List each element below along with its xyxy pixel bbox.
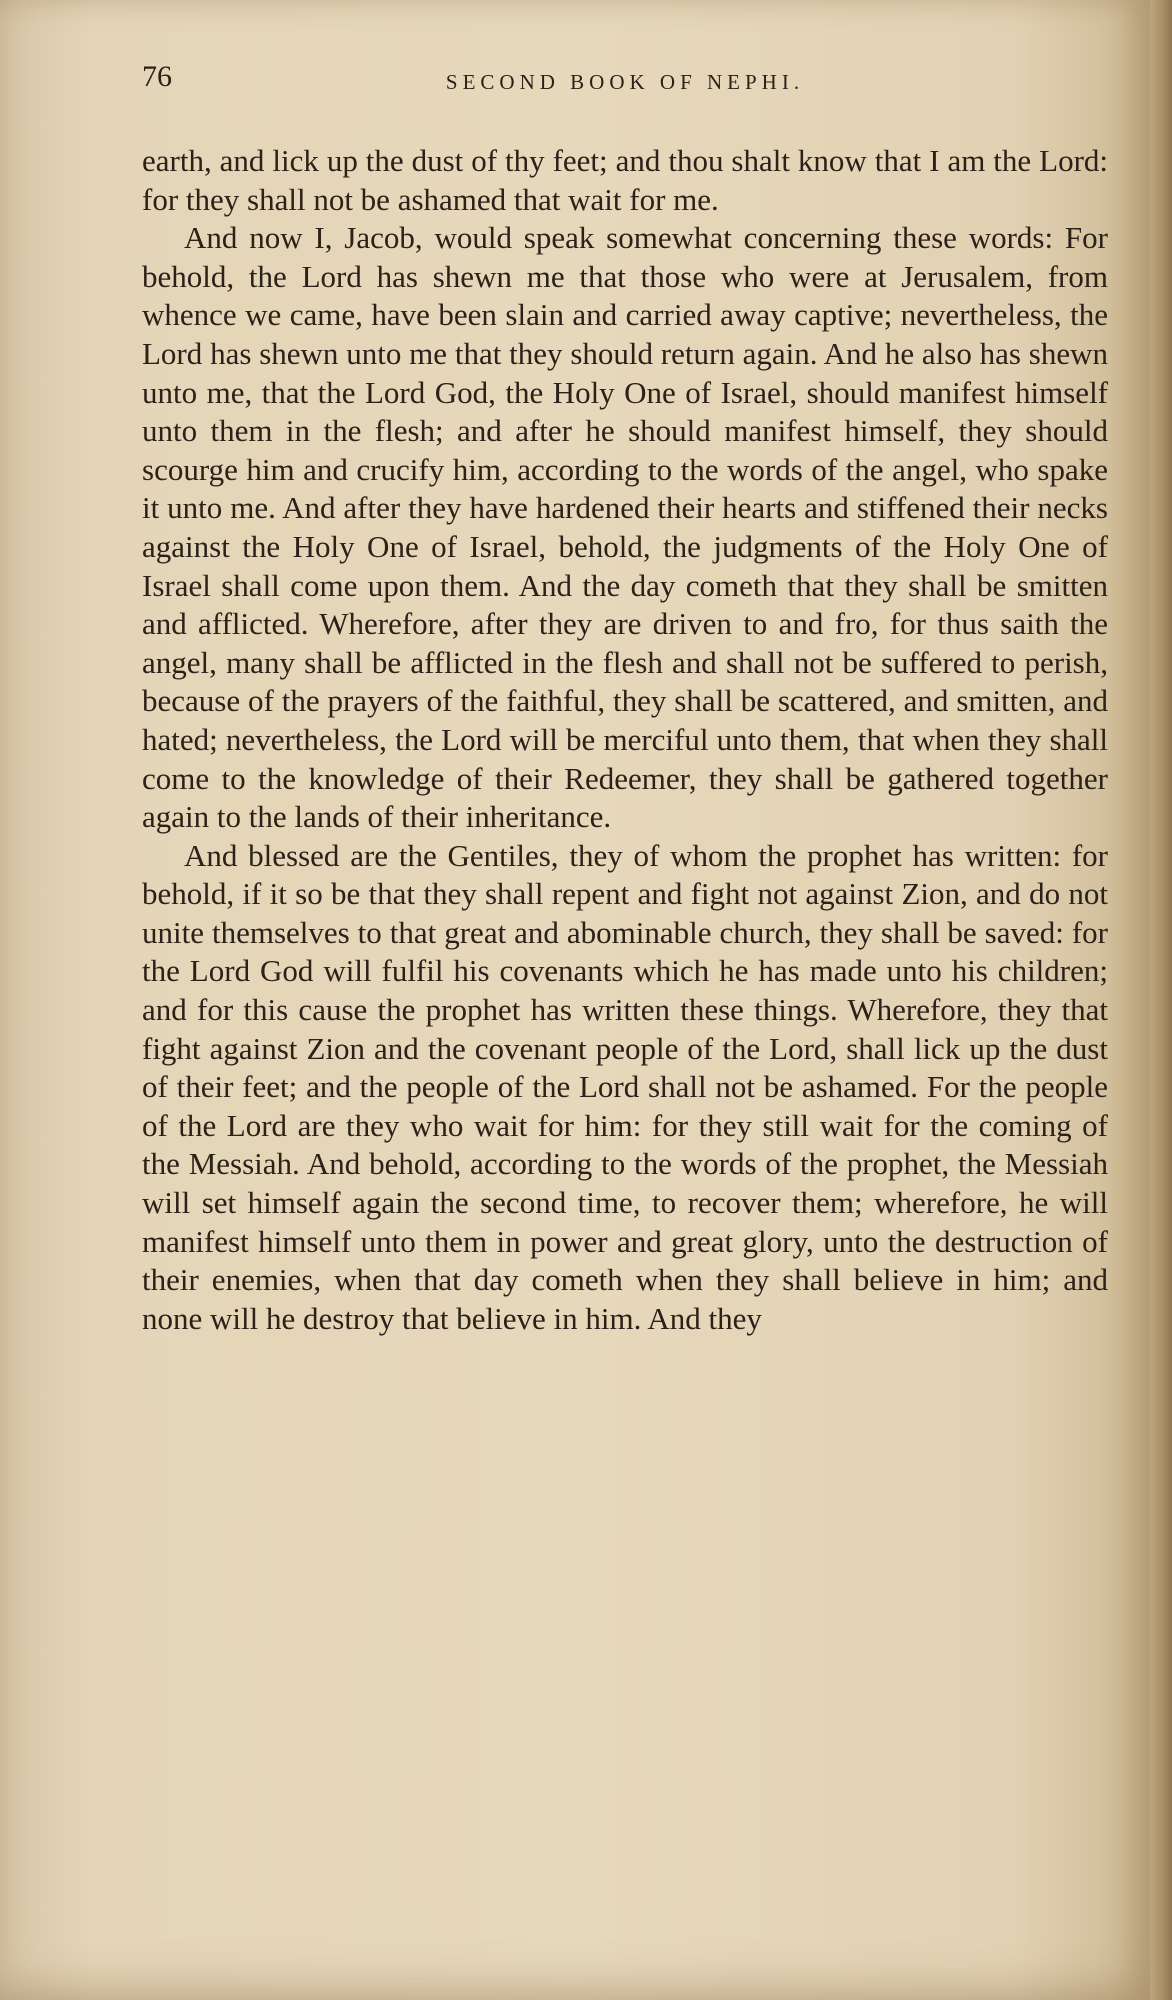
paragraph-gentiles: And blessed are the Gentiles, they of whom the prophet has written: for behold, if it so be that they shall repent and fight not against Zion, and do not unite themselves to that great and abominable church, they shall be saved: for the Lord God will fulfil his covenants which he has made unto his children; and for this cause the prophet has written these things. Wherefore, they that fight against Zion and the covenant people of the Lord, shall lick up the dust of their feet; and the people of the Lord shall not be ashamed. For the people of the Lord are they who wait for him: for they still wait for the coming of the Messiah. And behold, according to the words of the prophet, the Messiah will set himself again the second time, to recover them; wherefore, he will manifest himself unto them in power and great glory, unto the destruction of their enemies, when that day cometh when they shall believe in him; and none will he destroy that believe in him. And they: [142, 837, 1108, 1336]
paragraph-continuation: earth, and lick up the dust of thy feet; and thou shalt know that I am the Lord: for they shall not be ashamed that wait for me.: [142, 143, 1108, 217]
page-edge: [1150, 0, 1172, 2000]
running-head: SECOND BOOK OF NEPHI.: [445, 70, 805, 94]
paragraph-jacob: And now I, Jacob, would speak somewhat concerning these words: For behold, the Lord has shewn me that those who were at Jerusalem, from whence we came, have been slain and carried away captive; nevertheless, the Lord has shewn unto me that they should return again. And he also has shewn unto me, that the Lord God, the Holy One of Israel, should manifest himself unto them in the flesh; and after he should manifest himself, they should scourge him and crucify him, according to the words of the angel, who spake it unto me. And after they have hardened their hearts and stiffened their necks against the Holy One of Israel, behold, the judgments of the Holy One of Israel shall come upon them. And the day cometh that they shall be smitten and afflicted. Wherefore, after they are driven to and fro, for thus saith the angel, many shall be afflicted in the flesh and shall not be suffered to perish, because of the prayers of the faithful, they shall be scattered, and smitten, and hated; nevertheless, the Lord will be merciful unto them, that when they shall come to the knowledge of their Redeemer, they shall be gathered together again to the lands of their inheritance.: [142, 220, 1108, 835]
page-number: 76: [142, 60, 172, 93]
page-header: [142, 58, 1108, 108]
body-text: [142, 142, 1108, 1338]
